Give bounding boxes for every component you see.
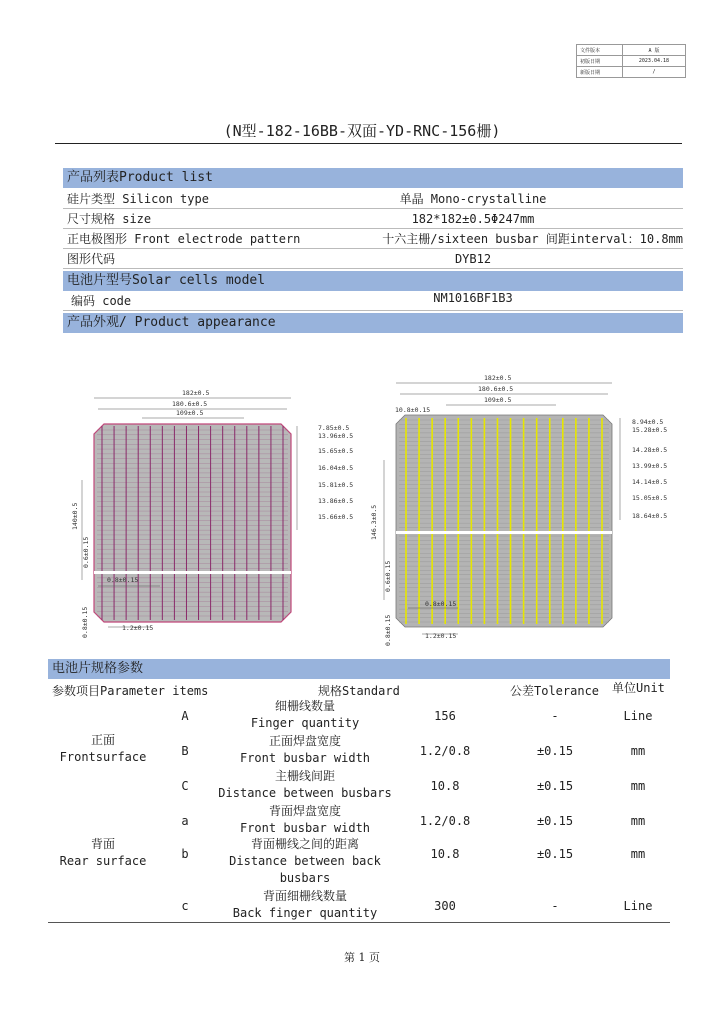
dim-label: 1.2±0.15 (425, 632, 457, 640)
dim-label: 0.8±0.15 (425, 600, 457, 608)
spec-heading: 电池片规格参数 (48, 659, 670, 679)
dim-label: 0.8±0.15 (107, 576, 139, 584)
revision-label: 初版日期 (577, 56, 623, 67)
dim-label: 15.66±0.5 (318, 513, 354, 521)
dim-label: 0.8±0.15 (81, 606, 89, 638)
dim-label: 182±0.5 (182, 389, 210, 397)
column-header-unit: 单位Unit (612, 681, 665, 695)
table-bottom-rule (48, 922, 670, 923)
group-name-en: Frontsurface (59, 750, 147, 764)
product-row (63, 229, 683, 249)
cell-model-row (63, 291, 683, 311)
dim-label: 146.3±0.5 (370, 504, 378, 540)
group-label-front (48, 732, 158, 766)
spec-row-tolerance: ±0.15 (536, 814, 574, 828)
cell-outline (396, 415, 612, 627)
revision-table (576, 44, 686, 78)
dim-label: 15.65±0.5 (318, 447, 354, 455)
front-electrode-drawing (60, 370, 354, 640)
spec-row-tolerance: - (551, 709, 559, 723)
spec-row-unit: mm (630, 814, 646, 828)
group-label-rear (48, 836, 158, 870)
dim-label: 0.8±0.15 (384, 614, 392, 646)
rear-electrode-drawing (370, 370, 688, 650)
spec-row-name-en: Front busbar width (239, 751, 371, 765)
page-number: 第 1 页 (344, 951, 380, 964)
spec-row-tolerance: ±0.15 (536, 744, 574, 758)
revision-label: 文件版本 (577, 45, 623, 56)
dim-label: 15.81±0.5 (318, 481, 354, 489)
group-name-cn: 正面 (90, 733, 115, 747)
appearance-heading: 产品外观/ Product appearance (63, 313, 683, 333)
spec-row-name-en: Finger quantity (250, 716, 360, 730)
product-row (63, 249, 683, 269)
dim-label: 180.6±0.5 (172, 400, 208, 408)
spec-row-tolerance: - (551, 899, 559, 913)
spec-row-name-en: Distance between busbars (218, 786, 392, 800)
spec-row-name-cn: 背面焊盘宽度 (268, 804, 341, 818)
product-list-heading: 产品列表Product list (63, 168, 683, 188)
dim-label: 109±0.5 (176, 409, 204, 417)
spec-row-standard: 156 (434, 709, 456, 723)
spec-row-name-cn: 背面栅线之间的距离 (250, 837, 359, 851)
product-row (63, 209, 683, 229)
spec-row-standard: 1.2/0.8 (419, 814, 471, 828)
group-name-cn: 背面 (90, 837, 115, 851)
spec-row-code: a (181, 814, 189, 828)
cell-gap (94, 571, 291, 574)
spec-row-standard: 10.8 (430, 779, 460, 793)
spec-row-name-cn: 主栅线间距 (274, 769, 335, 783)
dim-label: 13.96±0.5 (318, 432, 354, 440)
spec-row-unit: mm (630, 779, 646, 793)
dim-label: 0.6±0.15 (82, 536, 90, 568)
dim-label: 13.99±0.5 (632, 462, 668, 470)
spec-row-code: B (181, 744, 189, 758)
dim-label: 16.04±0.5 (318, 464, 354, 472)
product-row-label: 图形代码 (67, 252, 116, 266)
spec-row-tolerance: ±0.15 (536, 847, 574, 861)
product-row-value: 182*182±0.5Φ247mm (411, 212, 535, 226)
dim-label: 14.28±0.5 (632, 446, 668, 454)
dim-label: 14.14±0.5 (632, 478, 668, 486)
dim-label: 1.2±0.15 (122, 624, 154, 632)
dim-label: 182±0.5 (484, 374, 512, 382)
spec-row-tolerance: ±0.15 (536, 779, 574, 793)
cell-gap (396, 531, 612, 534)
product-row-label: 正电极图形 Front electrode pattern (67, 232, 301, 246)
dim-label: 8.94±0.5 (632, 418, 664, 426)
dim-label: 140±0.5 (71, 502, 79, 530)
spec-row-name-cn: 正面焊盘宽度 (268, 734, 341, 748)
spec-row-code: c (181, 899, 189, 913)
spec-row-unit: Line (623, 899, 653, 913)
spec-row-unit: mm (630, 744, 646, 758)
revision-value: / (622, 67, 685, 78)
dim-label: 0.6±0.15 (384, 560, 392, 592)
dim-label: 7.85±0.5 (318, 424, 350, 432)
product-row-label: 硅片类型 Silicon type (67, 192, 209, 206)
spec-row-name-en: Distance between back busbars (229, 854, 381, 885)
spec-row-standard: 1.2/0.8 (419, 744, 471, 758)
spec-row-standard: 10.8 (430, 847, 460, 861)
product-row-value: 十六主栅/sixteen busbar 间距interval：10.8mm (382, 232, 683, 246)
spec-row-code: b (181, 847, 189, 861)
spec-row-unit: mm (630, 847, 646, 861)
column-header-item: 参数项目Parameter items (52, 684, 209, 698)
cell-model-value: NM1016BF1B3 (433, 291, 513, 305)
spec-row-code: C (181, 779, 189, 793)
product-row-label: 尺寸规格 size (67, 212, 152, 226)
dim-label: 180.6±0.5 (478, 385, 514, 393)
spec-row-unit: Line (623, 709, 653, 723)
dim-label: 15.28±0.5 (632, 426, 668, 434)
dim-label: 13.86±0.5 (318, 497, 354, 505)
title-rule (55, 143, 682, 144)
dim-label: 18.64±0.5 (632, 512, 668, 520)
spec-row-code: A (181, 709, 189, 723)
column-header-tolerance: 公差Tolerance (510, 684, 600, 698)
product-row-value: DYB12 (454, 252, 492, 266)
dim-label: 109±0.5 (484, 396, 512, 404)
cell-model-label: 编码 code (71, 294, 132, 308)
group-name-en: Rear surface (59, 854, 147, 868)
revision-value: 2023.04.18 (622, 56, 685, 67)
document-title: (N型-182-16BB-双面-YD-RNC-156栅) (223, 122, 501, 140)
dim-label: 10.8±0.15 (395, 406, 431, 414)
product-row (63, 189, 683, 209)
cell-model-heading: 电池片型号Solar cells model (63, 271, 683, 291)
spec-row-name-en: Front busbar width (239, 821, 371, 835)
column-header-standard: 规格Standard (318, 684, 400, 698)
dim-label: 15.05±0.5 (632, 494, 668, 502)
spec-row-name-cn: 背面细栅线数量 (262, 889, 347, 903)
revision-label: 新版日期 (577, 67, 623, 78)
spec-row-name-en: Back finger quantity (232, 906, 378, 920)
product-row-value: 单晶 Mono-crystalline (399, 192, 547, 206)
revision-value: A 版 (622, 45, 685, 56)
spec-row-standard: 300 (434, 899, 456, 913)
spec-row-name-cn: 细栅线数量 (274, 699, 335, 713)
